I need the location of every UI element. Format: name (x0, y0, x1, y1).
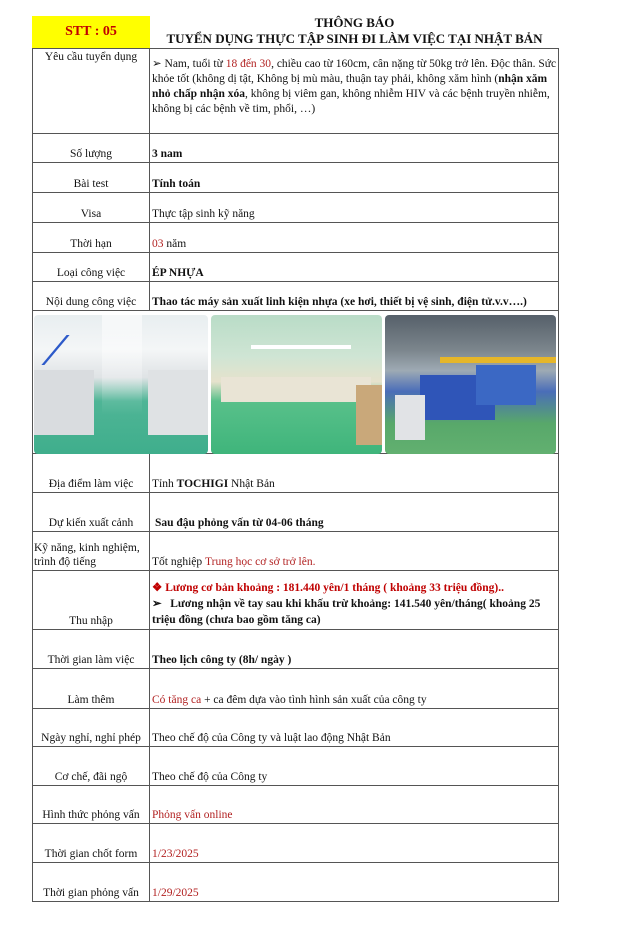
row-requirements (33, 49, 558, 134)
arrow-bullet-icon: ➢ (152, 598, 162, 610)
title-line-1: THÔNG BÁO (314, 15, 395, 30)
row-holidays (33, 709, 558, 747)
base-salary: Lương cơ bản khoảng : 181.440 yên/1 tháng ( khoảng 33 triệu đồng).. (162, 582, 505, 594)
row-label: Loại công việc (33, 253, 150, 281)
skills-prefix: Tốt nghiệp (152, 556, 206, 568)
row-label: Thời gian phỏng vấn (33, 863, 150, 901)
row-visa (33, 193, 558, 223)
tattoo-note: nhận xăm nhỏ chấp nhận xóa (152, 73, 548, 100)
row-job-type (33, 253, 558, 282)
row-quantity (33, 134, 558, 163)
row-test (33, 163, 558, 193)
term-number: 03 (152, 238, 164, 250)
requirements-text-2: , chiều cao từ 160cm, cân nặng từ 50kg trở lên. Độc thân. Sức khỏe tốt (không dị tật, Không bị mù màu, thuận tay phải, không xăm hình ( (152, 58, 557, 85)
row-value (150, 493, 558, 531)
row-value (150, 454, 558, 492)
row-location (33, 454, 558, 493)
row-label: Thời gian làm việc (33, 630, 150, 668)
term-unit: năm (163, 238, 187, 250)
row-term (33, 223, 558, 253)
arrow-bullet-icon: ➢ (152, 58, 162, 70)
row-label: Bài test (33, 163, 150, 192)
row-label: Thu nhập (33, 571, 150, 629)
row-value: 1/29/2025 (152, 887, 199, 899)
row-form-deadline (33, 824, 558, 863)
job-table (32, 48, 559, 902)
row-value (150, 223, 558, 252)
row-income (33, 571, 558, 630)
row-departure (33, 493, 558, 532)
quantity-value: 3 nam (152, 148, 183, 160)
row-value: Theo chế độ của Công ty (152, 771, 268, 783)
row-interview-form (33, 786, 558, 824)
stt-label: STT : 05 (65, 24, 117, 39)
row-value (150, 532, 558, 570)
job-type-value: ÉP NHỰA (152, 267, 204, 279)
row-benefits (33, 747, 558, 786)
job-content-value: Thao tác máy sản xuất linh kiện nhựa (xe hơi, thiết bị vệ sinh, điện tử.v.v….) (152, 296, 527, 308)
row-label: Hình thức phỏng vấn (33, 786, 150, 823)
location-prefecture: TOCHIGI (176, 478, 229, 490)
row-interview-date (33, 863, 558, 901)
row-label: Cơ chế, đãi ngộ (33, 747, 150, 785)
requirements-text-3: , không bị viêm gan, không nhiễm HIV và các bệnh truyền nhiễm, không bị các bệnh về tim, phổi, …) (152, 88, 550, 115)
row-job-content (33, 282, 558, 311)
title-line-2: TUYỂN DỤNG THỰC TẬP SINH ĐI LÀM VIỆC TẠI NHẬT BẢN (166, 31, 543, 46)
factory-photo (385, 315, 556, 454)
overtime-detail: + ca đêm dựa vào tình hình sản xuất của công ty (201, 694, 427, 706)
row-value (150, 669, 558, 708)
row-value (150, 571, 558, 629)
row-label: Visa (33, 193, 150, 222)
age-range: 18 đến 30 (225, 58, 272, 70)
row-value (150, 134, 558, 162)
row-work-time (33, 630, 558, 669)
row-label: Nội dung công việc (33, 282, 150, 310)
overtime-flag: Có tăng ca (152, 694, 202, 706)
page-title (150, 15, 559, 47)
row-label: Thời gian chốt form (33, 824, 150, 862)
education-level: Trung học cơ sở trở lên. (205, 556, 316, 568)
factory-photo (211, 315, 382, 454)
row-label: Kỹ năng, kinh nghiệm, trình độ tiếng (33, 532, 150, 570)
row-skills (33, 532, 558, 571)
diamond-bullet-icon: ❖ (152, 582, 163, 594)
row-label: Dự kiến xuất cảnh (33, 493, 150, 531)
row-label: Thời hạn (33, 223, 150, 252)
row-label: Làm thêm (33, 669, 150, 708)
row-value: 1/23/2025 (152, 848, 199, 860)
work-time-value: Theo lịch công ty (8h/ ngày ) (152, 654, 292, 666)
row-label: Địa điểm làm việc (33, 454, 150, 492)
row-value (150, 163, 558, 192)
row-value (150, 49, 558, 133)
location-prefix: Tỉnh (152, 478, 177, 490)
row-label: Số lượng (33, 134, 150, 162)
requirements-text-1: Nam, tuổi từ (161, 58, 226, 70)
row-value (150, 282, 558, 310)
row-overtime (33, 669, 558, 709)
departure-value: Sau đậu phỏng vấn từ 04-06 tháng (155, 517, 324, 529)
row-value (150, 630, 558, 668)
row-value: Theo chế độ của Công ty và luật lao động Nhật Bản (152, 732, 391, 744)
net-salary: Lương nhận về tay sau khi khấu trừ khoảng: 141.540 yên/tháng( khoảng 25 triệu đồng (chưa bao gồm tăng ca) (152, 598, 544, 626)
location-country: Nhật Bản (228, 478, 275, 490)
factory-photos (33, 311, 558, 454)
row-label: Ngày nghỉ, nghỉ phép (33, 709, 150, 746)
stt-badge (32, 16, 150, 48)
factory-photo (34, 315, 208, 454)
row-value (150, 253, 558, 281)
test-value: Tính toán (152, 178, 201, 190)
row-value: Phỏng vấn online (152, 809, 233, 821)
row-label: Yêu cầu tuyển dụng (33, 49, 150, 133)
row-value: Thực tập sinh kỹ năng (152, 208, 255, 220)
